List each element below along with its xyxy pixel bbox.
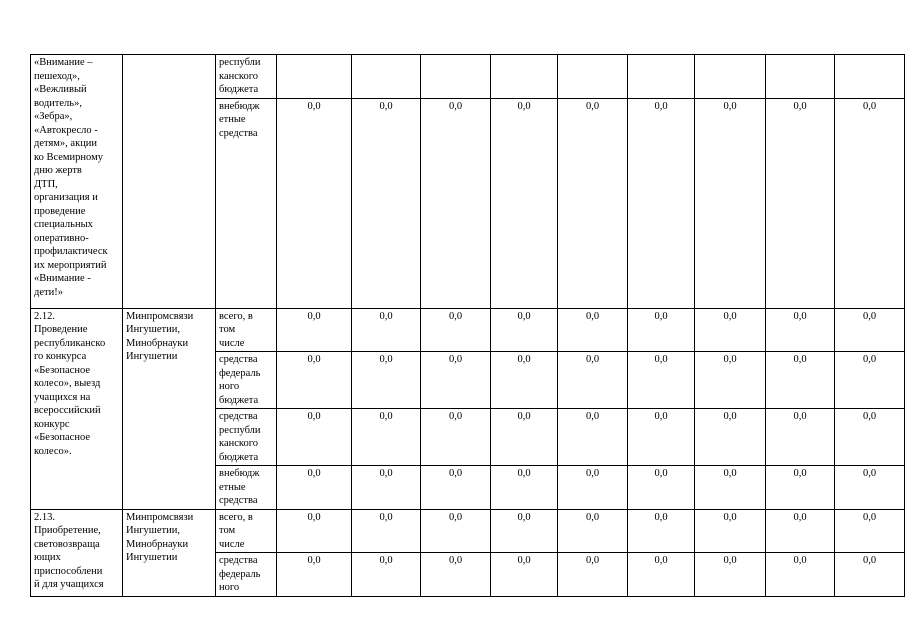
value-cell: 0,0 [491, 352, 558, 409]
value-cell: 0,0 [695, 553, 766, 597]
funding-source-cell [216, 509, 277, 553]
executor-text: Минпромсвязи Ингушетии, Минобрнауки Ингушетии [126, 310, 194, 362]
executor-cell [123, 509, 216, 596]
value-cell: 0,0 [835, 98, 905, 308]
table-row [31, 509, 905, 553]
table-row [31, 55, 905, 99]
value-cell: 0,0 [766, 466, 835, 510]
value-cell: 0,0 [491, 509, 558, 553]
funding-source-label: всего, в том числе [219, 511, 253, 550]
value-cell: 0,0 [352, 352, 421, 409]
value-cell: 0,0 [558, 98, 628, 308]
funding-source-cell [216, 308, 277, 352]
value-cell: 0,0 [277, 509, 352, 553]
executor-text: Минпромсвязи Ингушетии, Минобрнауки Ингушетии [126, 511, 194, 563]
value-cell: 0,0 [628, 466, 695, 510]
value-cell: 0,0 [491, 466, 558, 510]
value-cell: 0,0 [628, 509, 695, 553]
value-cell: 0,0 [766, 553, 835, 597]
value-cell: 0,0 [277, 352, 352, 409]
value-cell: 0,0 [558, 308, 628, 352]
value-cell: 0,0 [277, 553, 352, 597]
value-cell: 0,0 [421, 509, 491, 553]
value-cell: 0,0 [491, 308, 558, 352]
funding-source-label: средства федераль ного бюджета [219, 354, 261, 406]
value-cell: 0,0 [558, 409, 628, 466]
value-cell [766, 55, 835, 99]
value-cell: 0,0 [558, 352, 628, 409]
value-cell: 0,0 [835, 352, 905, 409]
table-row [31, 308, 905, 352]
value-cell: 0,0 [421, 308, 491, 352]
value-cell: 0,0 [835, 509, 905, 553]
value-cell: 0,0 [835, 553, 905, 597]
value-cell: 0,0 [277, 466, 352, 510]
value-cell: 0,0 [766, 98, 835, 308]
measure-description: 2.13. Приобретение, световозвраща ющих приспособлени й для учащихся [34, 511, 104, 590]
value-cell [558, 55, 628, 99]
value-cell: 0,0 [835, 409, 905, 466]
program-budget-table [30, 54, 905, 597]
value-cell: 0,0 [766, 509, 835, 553]
value-cell: 0,0 [352, 466, 421, 510]
executor-cell [123, 55, 216, 309]
value-cell: 0,0 [766, 308, 835, 352]
value-cell: 0,0 [695, 509, 766, 553]
value-cell: 0,0 [628, 98, 695, 308]
value-cell: 0,0 [421, 466, 491, 510]
funding-source-cell [216, 352, 277, 409]
value-cell: 0,0 [695, 352, 766, 409]
funding-source-label: республи канского бюджета [219, 57, 261, 95]
value-cell [421, 55, 491, 99]
funding-source-label: внебюдж етные средства [219, 100, 260, 139]
value-cell: 0,0 [835, 466, 905, 510]
value-cell: 0,0 [835, 308, 905, 352]
value-cell: 0,0 [421, 98, 491, 308]
value-cell: 0,0 [558, 509, 628, 553]
value-cell [277, 55, 352, 99]
value-cell: 0,0 [558, 553, 628, 597]
value-cell: 0,0 [766, 409, 835, 466]
value-cell: 0,0 [695, 308, 766, 352]
value-cell: 0,0 [352, 308, 421, 352]
value-cell: 0,0 [695, 409, 766, 466]
measure-description: «Внимание – пешеход», «Вежливый водитель», «Зебра», «Автокресло - детям», акции ко Всемирному дню жертв ДТП, организация и проведение специальных оперативно- профилактическ их мероприятий «Внимание - дети!» [34, 57, 108, 298]
value-cell: 0,0 [695, 466, 766, 510]
funding-source-cell [216, 55, 277, 99]
funding-source-label: средства республи канского бюджета [219, 411, 261, 463]
measure-description: 2.12. Проведение республиканско го конкурса «Безопасное колесо», выезд учащихся на всероссийский конкурс «Безопасное колесо». [34, 310, 106, 457]
measure-description-cell [31, 308, 123, 509]
measure-description-cell [31, 509, 123, 596]
funding-source-cell [216, 553, 277, 597]
value-cell [491, 55, 558, 99]
funding-source-label: всего, в том числе [219, 310, 253, 349]
measure-description-cell [31, 55, 123, 309]
funding-source-cell [216, 409, 277, 466]
value-cell: 0,0 [352, 509, 421, 553]
executor-cell [123, 308, 216, 509]
value-cell: 0,0 [421, 352, 491, 409]
value-cell: 0,0 [766, 352, 835, 409]
value-cell: 0,0 [628, 308, 695, 352]
value-cell: 0,0 [352, 409, 421, 466]
value-cell: 0,0 [628, 553, 695, 597]
value-cell: 0,0 [277, 98, 352, 308]
value-cell [352, 55, 421, 99]
value-cell: 0,0 [421, 409, 491, 466]
value-cell [628, 55, 695, 99]
value-cell: 0,0 [421, 553, 491, 597]
value-cell: 0,0 [558, 466, 628, 510]
value-cell: 0,0 [695, 98, 766, 308]
funding-source-label: средства федераль ного [219, 555, 261, 593]
value-cell: 0,0 [352, 553, 421, 597]
value-cell [695, 55, 766, 99]
funding-source-cell [216, 98, 277, 308]
value-cell: 0,0 [491, 98, 558, 308]
funding-source-label: внебюдж етные средства [219, 468, 260, 506]
value-cell: 0,0 [491, 553, 558, 597]
value-cell: 0,0 [277, 409, 352, 466]
value-cell: 0,0 [628, 352, 695, 409]
value-cell [835, 55, 905, 99]
value-cell: 0,0 [277, 308, 352, 352]
value-cell: 0,0 [628, 409, 695, 466]
value-cell: 0,0 [352, 98, 421, 308]
value-cell: 0,0 [491, 409, 558, 466]
funding-source-cell [216, 466, 277, 510]
